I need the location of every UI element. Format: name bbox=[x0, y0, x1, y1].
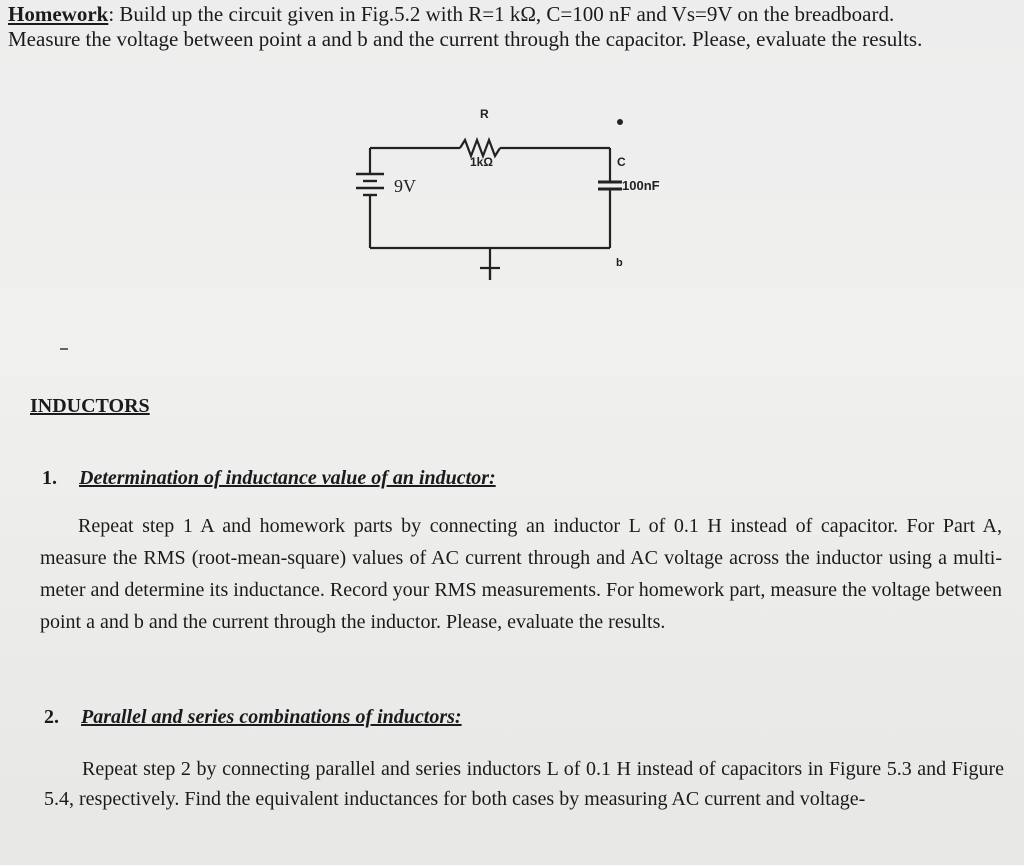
item-2-title bbox=[44, 706, 462, 729]
item-2-number: 2. bbox=[44, 706, 59, 728]
item-1-paragraph-text: Repeat step 1 A and homework parts by connecting an inductor L of 0.1 H instead of capacitor. For Part A, measure the RMS (root-mean-square) values of AC current through and AC voltage across the inductor using a multi-meter and determine its inductance. Record your RMS measurements. For homework part, measure the voltage between point a and b and the current through the inductor. Please, evaluate the results. bbox=[40, 515, 1002, 633]
resistor-label: R bbox=[480, 107, 489, 121]
capacitor-label: C bbox=[617, 155, 626, 169]
item-2-paragraph-text: Repeat step 2 by connecting parallel and series inductors L of 0.1 H instead of capacitors in Figure 5.3 and Figure 5.4, respectively. Find the equivalent inductances for both cases by measuring AC current and voltage- bbox=[44, 758, 1004, 810]
resistor-symbol bbox=[460, 140, 500, 156]
item-1-number: 1. bbox=[42, 467, 57, 489]
item-1-paragraph bbox=[40, 510, 1002, 638]
homework-label: Homework bbox=[8, 2, 109, 26]
point-b-label: b bbox=[616, 257, 623, 269]
homework-line2: Measure the voltage between point a and b and the current through the capacitor. Please, evaluate the results. bbox=[8, 27, 923, 51]
capacitor-value: 100nF bbox=[622, 178, 660, 193]
source-value: 9V bbox=[394, 176, 416, 196]
item-2-title-text: Parallel and series combinations of inductors: bbox=[81, 706, 462, 728]
item-1-title bbox=[42, 467, 496, 490]
point-a-dot bbox=[617, 119, 623, 125]
homework-line1: : Build up the circuit given in Fig.5.2 with R=1 kΩ, C=100 nF and Vs=9V on the breadboard. bbox=[108, 2, 895, 26]
item-2-paragraph bbox=[44, 754, 1004, 814]
resistor-value: 1kΩ bbox=[470, 155, 493, 169]
stray-dash bbox=[60, 348, 68, 350]
homework-paragraph bbox=[8, 2, 1018, 52]
circuit-diagram bbox=[330, 100, 690, 300]
item-1-title-text: Determination of inductance value of an inductor: bbox=[79, 467, 496, 489]
section-heading: INDUCTORS bbox=[30, 395, 150, 417]
